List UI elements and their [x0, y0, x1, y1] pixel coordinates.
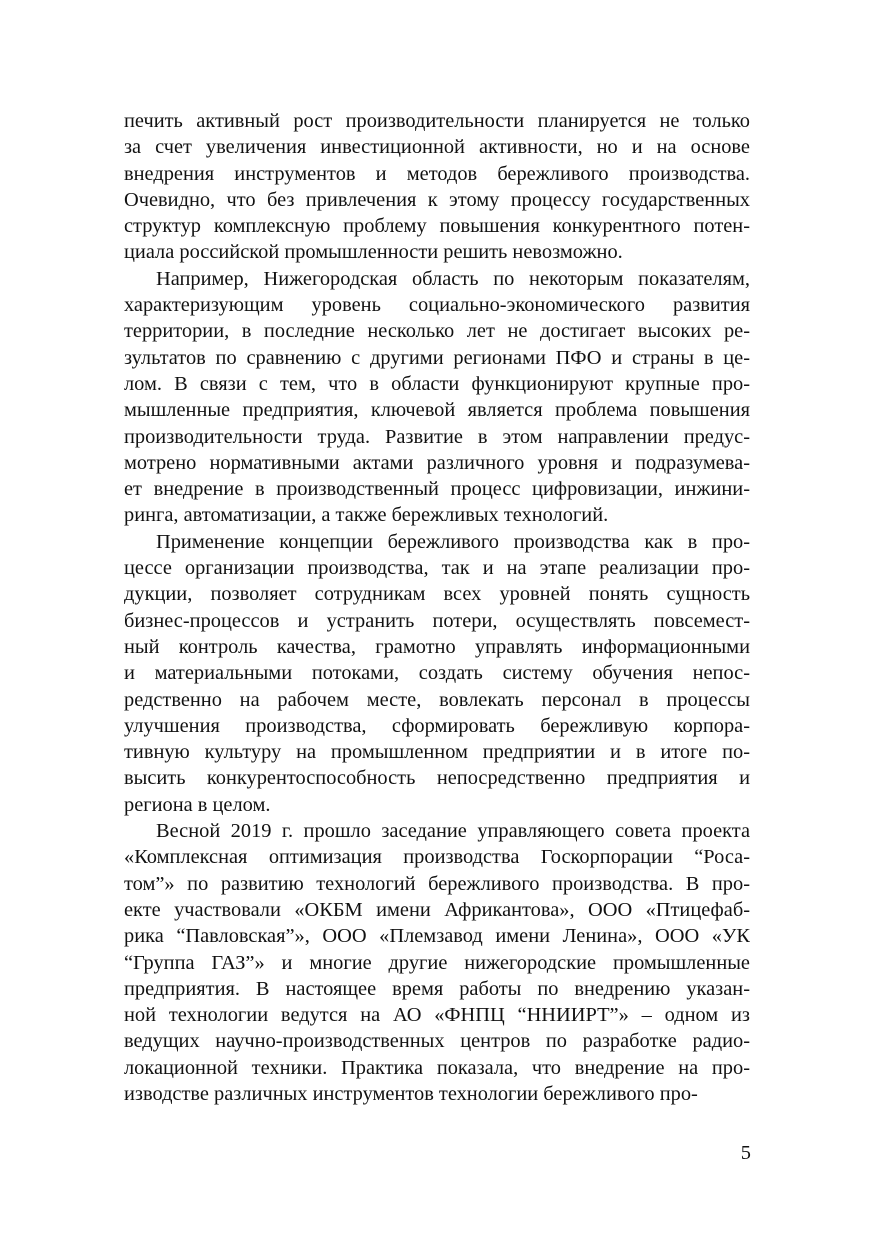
text-line: изводстве различных инструментов технологии бережливого про- — [124, 1082, 698, 1105]
text-line: “Группа ГАЗ”» и многие другие нижегородские промышленные — [124, 951, 750, 974]
text-line: том”» по развитию технологий бережливого производства. В про- — [124, 872, 750, 895]
text-line: Например, Нижегородская область по некоторым показателям, — [156, 267, 750, 290]
text-line: екте участвовали «ОКБМ имени Африкантова», ООО «Птицефаб- — [124, 898, 750, 921]
text-line: циала российской промышленности решить невозможно. — [124, 241, 623, 264]
text-line: ведущих научно-производственных центров по разработке радио- — [124, 1030, 750, 1053]
text-line: мотрено нормативными актами различного уровня и подразумева- — [124, 451, 750, 474]
text-line: ринга, автоматизации, а также бережливых технологий. — [124, 504, 609, 527]
paragraph — [124, 266, 750, 529]
text-line: внедрения инструментов и методов бережливого производства. — [124, 162, 750, 185]
page-number: 5 — [740, 1142, 751, 1164]
text-line: «Комплексная оптимизация производства Госкорпорации “Роса- — [124, 846, 750, 869]
paragraph — [124, 818, 750, 1107]
text-line: структур комплексную проблему повышения конкурентного потен- — [124, 215, 750, 238]
paragraph — [124, 529, 750, 818]
paragraph — [124, 108, 750, 266]
text-line: Очевидно, что без привлечения к этому процессу государственных — [124, 188, 750, 211]
text-line: дукции, позволяет сотрудникам всех уровней понять сущность — [124, 583, 750, 606]
text-line: лом. В связи с тем, что в области функционируют крупные про- — [124, 372, 750, 395]
text-line: характеризующим уровень социально-экономического развития — [124, 294, 750, 317]
text-line: за счет увеличения инвестиционной активности, но и на основе — [124, 136, 750, 159]
text-line: рика “Павловская”», ООО «Племзавод имени Ленина», ООО «УК — [124, 925, 750, 948]
text-line: предприятия. В настоящее время работы по внедрению указан- — [124, 977, 750, 1000]
text-line: производительности труда. Развитие в этом направлении предус- — [124, 425, 750, 448]
text-line: цессе организации производства, так и на этапе реализации про- — [124, 557, 750, 580]
body-text — [124, 108, 750, 1107]
text-line: мышленные предприятия, ключевой является проблема повышения — [124, 399, 750, 422]
text-line: Применение концепции бережливого производства как в про- — [156, 530, 750, 553]
text-line: ной технологии ведутся на АО «ФНПЦ “ННИИРТ”» – одном из — [124, 1004, 750, 1027]
text-line: и материальными потоками, создать систему обучения непос- — [124, 662, 750, 685]
text-line: тивную культуру на промышленном предприятии и в итоге по- — [124, 741, 750, 764]
text-line: ет внедрение в производственный процесс цифровизации, инжини- — [124, 478, 750, 501]
text-line: высить конкурентоспособность непосредственно предприятия и — [124, 767, 750, 790]
text-line: ный контроль качества, грамотно управлять информационными — [124, 635, 750, 658]
text-line: зультатов по сравнению с другими регионами ПФО и страны в це- — [124, 346, 750, 369]
text-line: территории, в последние несколько лет не достигает высоких ре- — [124, 320, 750, 343]
text-line: бизнес-процессов и устранить потери, осуществлять повсемест- — [124, 609, 750, 632]
text-line: печить активный рост производительности планируется не только — [124, 110, 750, 132]
text-line: локационной техники. Практика показала, что внедрение на про- — [124, 1056, 750, 1079]
text-line: улучшения производства, сформировать бережливую корпора- — [124, 714, 750, 737]
text-line: региона в целом. — [124, 793, 271, 816]
text-line: Весной 2019 г. прошло заседание управляющего совета проекта — [156, 820, 750, 843]
text-line: редственно на рабочем месте, вовлекать персонал в процессы — [124, 688, 750, 711]
